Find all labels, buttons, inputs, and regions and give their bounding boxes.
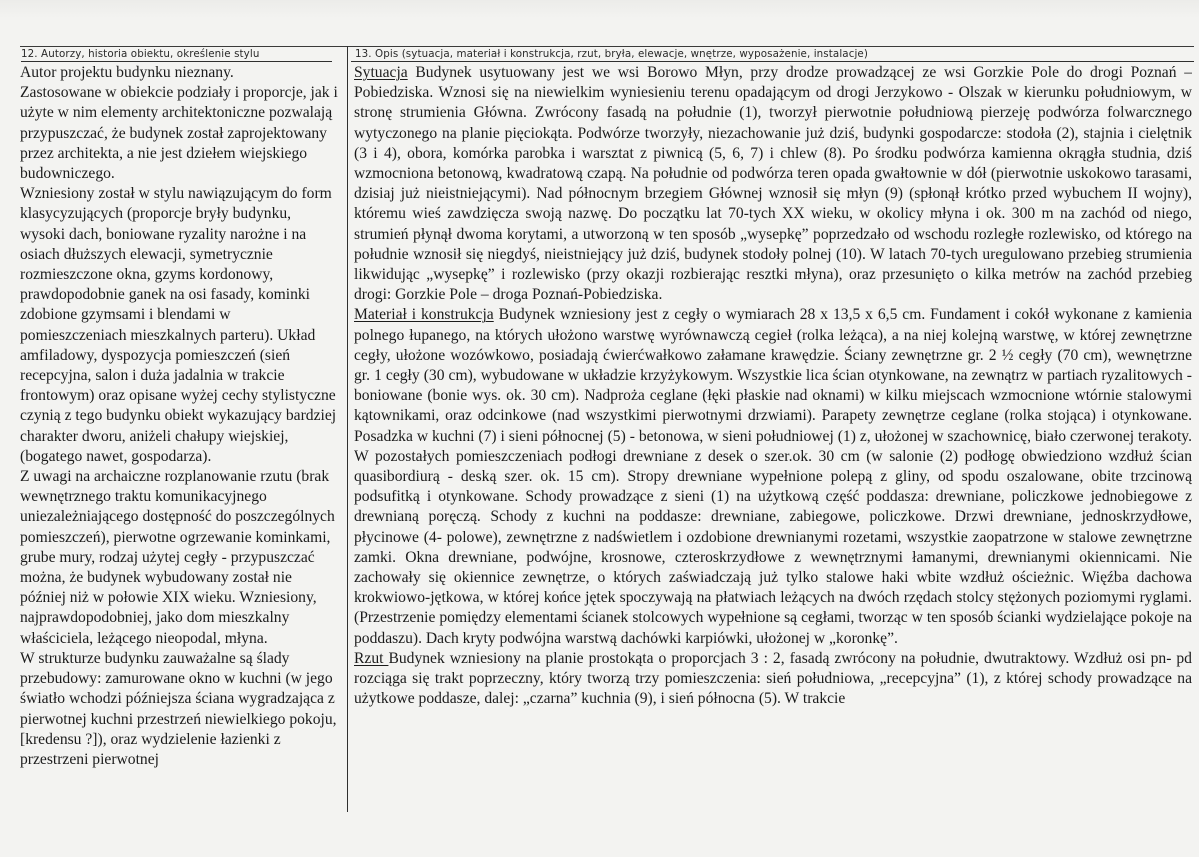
left-paragraph: Zastosowane w obiekcie podziały i proporcje, jak i użyte w nim elementy architektoniczne pozwalają przypuszczać, że budynek został zaprojektowany przez architekta, a nie jest dziełem wiejskiego budowniczego. xyxy=(20,84,338,183)
left-paragraph: Wzniesiony został w stylu nawiązującym do form klasycyzujących (proporcje bryły budynku, wysoki dach, boniowane ryzality narożne i na osiach dłuższych elewacji, symetrycznie rozmieszczone okna, gzyms kordonowy, prawdopodobnie ganek na osi fasady, kominki zdobione gzymsami i blendami w pomieszczeniach mieszkalnych parteru). Układ amfiladowy, dyspozycja pomieszczeń (sień recepcyjna, salon i duża jadalnia w trakcie frontowym) oraz opisane wyżej cechy stylistyczne czynią z tego budynku obiekt wykazujący bardziej charakter dworu, aniżeli chałupy wiejskiej, (bogatego nawet, gospodarza). xyxy=(20,185,337,465)
section-plan xyxy=(354,649,1192,710)
scan-top-edge xyxy=(0,0,1199,18)
section-situation xyxy=(354,63,1192,305)
section-heading-material: Materiał i konstrukcja xyxy=(354,306,494,324)
left-paragraph: W strukturze budynku zauważalne są ślady przebudowy: zamurowane okno w kuchni (w jego światło wchodzi późniejsza ściana wygradzająca z pierwotnej kuchni przestrzeń niewielkiego pokoju, [kredensu ?]), oraz wydzielenie łazienki z przestrzeni pierwotnej xyxy=(20,649,337,768)
description-text xyxy=(354,63,1192,813)
authors-history-style-text xyxy=(20,63,338,813)
section-text-situation: Budynek usytuowany jest we wsi Borowo Młyn, przy drodze prowadzącej ze wsi Gorzkie Pole do drogi Poznań – Pobiedziska. Wznosi się na niewielkim wyniesieniu terenu opadającym od drogi Jerzykowo - Olszak w kierunku południowym, w stronę strumienia Główna. Zwrócony fasadą na południe (1), tworzył pierwotnie południową pierzeję podwórza folwarcznego wytyczonego na planie pięciokąta. Podwórze tworzyły, niezachowanie już dziś, budynki gospodarcze: stodoła (2), stajnia i cielętnik (3 i 4), obora, komórka parobka i warsztat z piwnicą (5, 6, 7) i chlew (8). Po środku podwórza kamienna okrągła studnia, dziś wzmocniona betonową, kwadratową czapą. Na południe od podwórza teren opada gwałtownie w dół (pierwotnie uskokowo tarasami, dzisiaj już nieistniejącymi). Nad północnym brzegiem Głównej wznosił się młyn (9) (spłonął krótko przed wybuchem II wojny), któremu wieś zawdzięcza swoją nazwę. Do początku lat 70-tych XX wieku, w okolicy młyna i ok. 300 m na zachód od niego, strumień płynął dwoma korytami, a utworzoną w ten sposób „wysepkę” poprzedzało od wschodu rozległe rozlewisko, od którego na południe wznosił się niegdyś, nieistniejący już dziś, budynek stodoły polnej (10). W latach 70-tych uregulowano przebieg strumienia likwidując „wysepkę” i rozlewisko (przy okazji rozbierając resztki młyna), oraz przesunięto o kilka metrów na zachód przebieg drogi: Gorzkie Pole – droga Poznań-Pobiedziska. xyxy=(354,64,1192,304)
right-column-header: 13. Opis (sytuacja, materiał i konstrukcja, rzut, bryła, elewacje, wnętrze, wyposażenie, instalacje) xyxy=(355,48,868,60)
column-divider xyxy=(347,46,348,812)
section-heading-situation: Sytuacja xyxy=(354,64,408,81)
top-rule xyxy=(20,46,1194,47)
section-text-plan: Budynek wzniesiony na planie prostokąta o proporcjach 3 : 2, fasadą zwrócony na południe, dwutraktowy. Wzdłuż osi pn- pd rozciąga się trakt poprzeczny, który tworzą trzy pomieszczenia: sień południowa, „recepcyjna” (1), z której schody prowadzące na użytkowe poddasze, dalej: „czarna” kuchnia (9), i sień północna (5). W trakcie xyxy=(354,649,1192,708)
left-paragraph: Autor projektu budynku nieznany. xyxy=(20,64,234,81)
section-heading-plan: Rzut xyxy=(354,649,389,667)
section-text-material: Budynek wzniesiony jest z cegły o wymiarach 28 x 13,5 x 6,5 cm. Fundament i cokół wykonane z kamienia polnego łupanego, na których ułożono warstwę wyrównawczą cegieł (rolka leżąca), a na niej kolejną warstwę, w której zewnętrzne cegły, ułożone wozówkowo, posiadają ćwierćwałkowo załamane krawędzie. Ściany zewnętrzne gr. 2 ½ cegły (70 cm), wewnętrzne gr. 1 cegły (30 cm), wybudowane w układzie krzyżykowym. Wszystkie lica ścian otynkowane, na zewnątrz w partiach ryzalitowych - boniowane (bonie wys. ok. 30 cm). Nadproża ceglane (łęki płaskie nad oknami) w kilku miejscach wzmocnione wtórnie stalowymi kątownikami, oraz odcinkowe (nad wszystkimi pierwotnymi drzwiami). Parapety zewnętrze ceglane (rolka stojąca) i otynkowane. Posadzka w kuchni (7) i sieni północnej (5) - betonowa, w sieni południowej (1) z, ułożonej w szachownicę, biało czerwonej terakoty. W pozostałych pomieszczeniach podłogi drewniane z desek o szer.ok. 30 cm (w salonie (2) podłogę obwiedziono wzdłuż ścian quasibordiurą - deską szer. ok. 15 cm). Stropy drewniane wypełnione polepą z gliny, od spodu oszalowane, obite trzcinową podsufitką i otynkowane. Schody prowadzące z sieni (1) na użytkową część poddasza: drewniane, policzkowe jednobiegowe z drewnianą poręczą. Schody z kuchni na poddasze: drewniane, zabiegowe, policzkowe. Drzwi drewniane, jednoskrzydłowe, płycinowe (4- polowe), zewnętrzne z nadświetlem i ozdobione drewnianymi rozetami, wszystkie zaopatrzone w stalowe zewnętrzne zamki. Okna drewniane, podwójne, krosnowe, czteroskrzydłowe z wewnętrznymi łamanymi, drewnianymi okiennicami. Nie zachowały się okiennice zewnętrze, o których zaświadczają już tylko stalowe haki wbite wzdłuż ościeżnic. Więźba dachowa krokwiowo-jętkowa, w której końce jętek spoczywają na płatwiach leżących na dwóch rzędach stolcy stężonych poziomymi ryglami. (Przestrzenie pomiędzy elementami ścianek stolcowych wypełnione są cegłami, tworząc w ten sposób ścianki wydzielające pokoje na poddaszu). Dach kryty podwójna warstwą dachówki karpiówki, ułożonej w „koronkę”. xyxy=(354,306,1192,647)
form-frame xyxy=(20,46,1194,857)
left-column-header: 12. Autorzy, historia obiektu, określenie stylu xyxy=(21,48,260,60)
left-paragraph: Z uwagi na archaiczne rozplanowanie rzutu (brak wewnętrznego traktu komunikacyjnego uniezależniającego dostępność do poszczególnych pomieszczeń), pierwotne ogrzewanie kominkami, grube mury, rodzaj użytej cegły - przypuszczać można, że budynek wybudowany został nie później niż w połowie XIX wieku. Wzniesiony, najprawdopodobniej, jako dom mieszkalny właściciela, leżącego nieopodal, młyna. xyxy=(20,468,335,647)
section-material-construction xyxy=(354,305,1192,648)
